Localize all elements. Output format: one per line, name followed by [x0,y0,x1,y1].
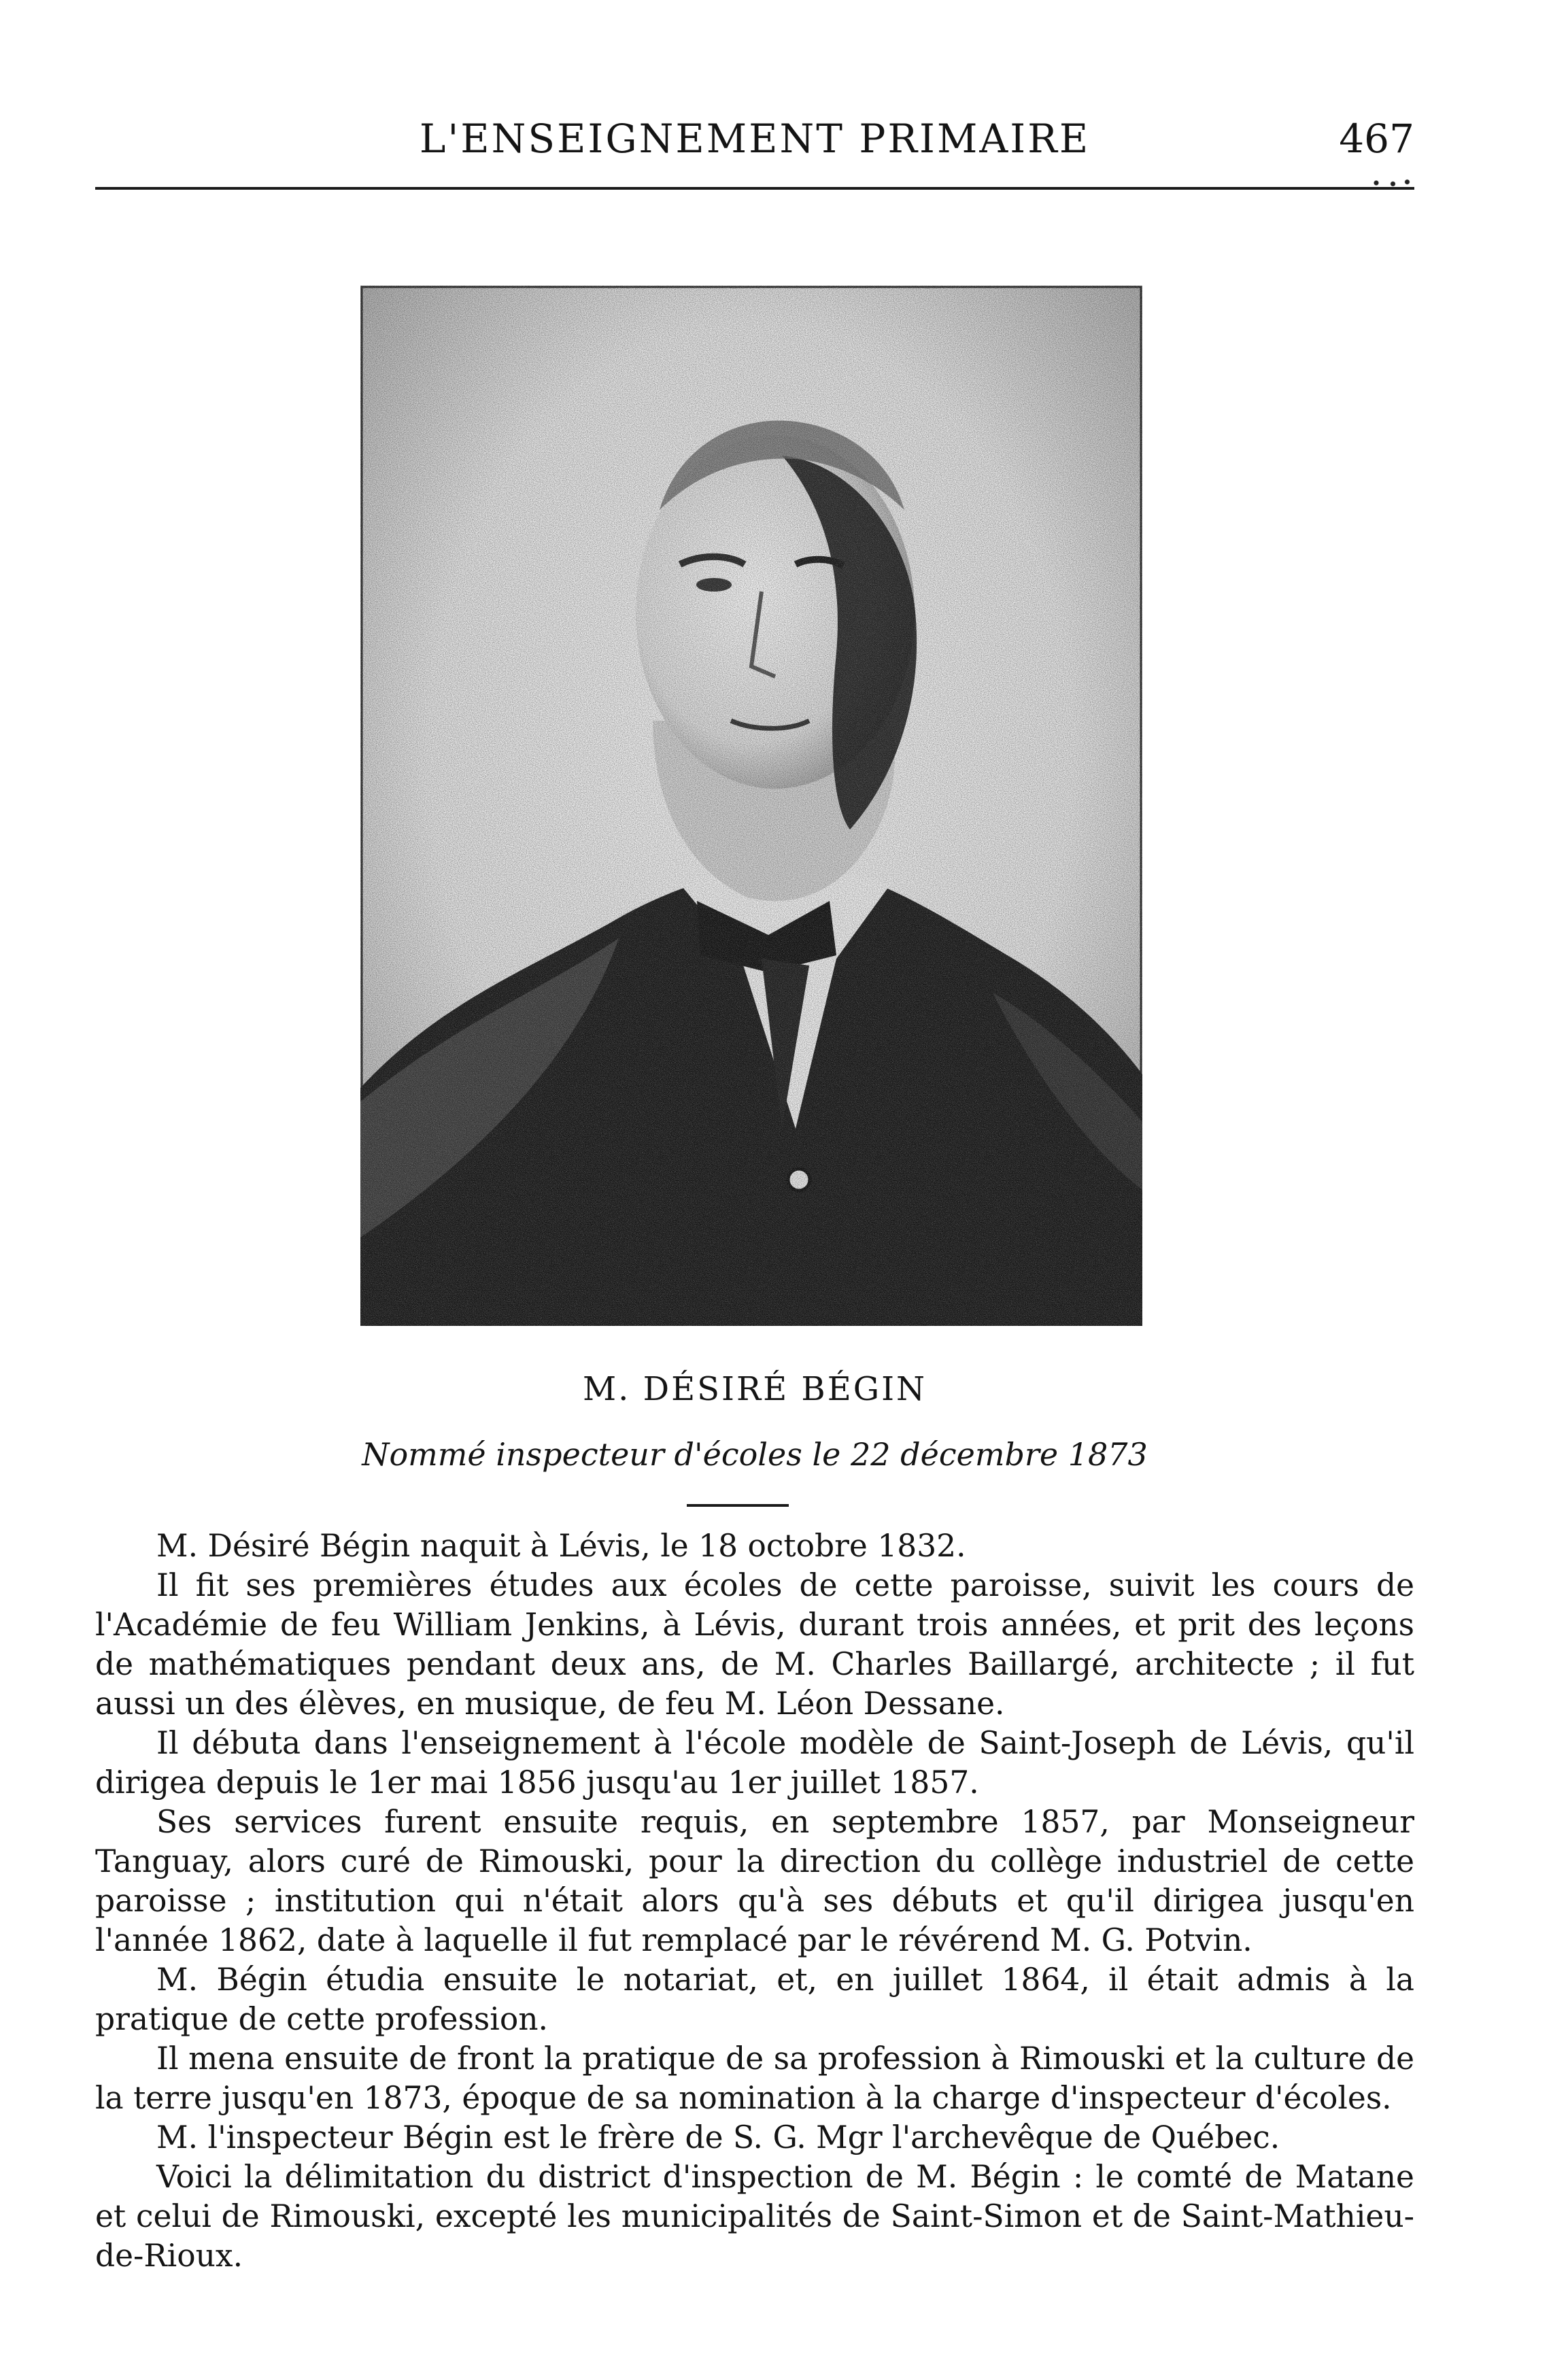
paragraph: Il fit ses premières études aux écoles de cette paroisse, suivit les cours de l'Académie de feu William Jenkins, à Lévis, durant trois années, et prit des leçons de mathématiques pendant deux ans, de M. Charles Baillargé, architecte ; il fut aussi un des élèves, en musique, de feu M. Léon Dessane. [95,1567,1414,1722]
section-divider [687,1504,789,1507]
article-body [95,1526,1414,2276]
paragraph: M. l'inspecteur Bégin est le frère de S. G. Mgr l'archevêque de Québec. [156,2119,1280,2155]
portrait-photograph [360,286,1142,1326]
paragraph: Il mena ensuite de front la pratique de sa profession à Rimouski et la culture de la terre jusqu'en 1873, époque de sa nomination à la charge d'inspecteur d'écoles. [95,2041,1414,2116]
printer-smudge [1367,178,1414,188]
paragraph: M. Bégin étudia ensuite le notariat, et, en juillet 1864, il était admis à la pratique de cette profession. [95,1962,1414,2037]
paragraph: Ses services furent ensuite requis, en septembre 1857, par Monseigneur Tanguay, alors curé de Rimouski, pour la direction du collège industriel de cette paroisse ; institution qui n'était alors qu'à ses débuts et qu'il dirigea jusqu'en l'année 1862, date à laquelle il fut remplacé par le révérend M. G. Potvin. [95,1804,1414,1958]
page-header [95,102,1414,177]
paragraph: Voici la délimitation du district d'inspection de M. Bégin : le comté de Matane et celui de Rimouski, excepté les municipalités de Saint-Simon et de Saint-Mathieu-de-Rioux. [95,2159,1414,2274]
running-title: L'ENSEIGNEMENT PRIMAIRE [419,116,1091,162]
portrait-caption-name: M. DÉSIRÉ BÉGIN [582,1370,927,1408]
page-number: 467 [1339,116,1414,162]
paragraph: Il débuta dans l'enseignement à l'école modèle de Saint-Joseph de Lévis, qu'il dirigea depuis le 1er mai 1856 jusqu'au 1er juillet 1857. [95,1725,1414,1801]
portrait-caption-subtitle: Nommé inspecteur d'écoles le 22 décembre 1873 [362,1436,1148,1473]
header-rule [95,187,1414,190]
paragraph: M. Désiré Bégin naquit à Lévis, le 18 octobre 1832. [156,1528,966,1564]
